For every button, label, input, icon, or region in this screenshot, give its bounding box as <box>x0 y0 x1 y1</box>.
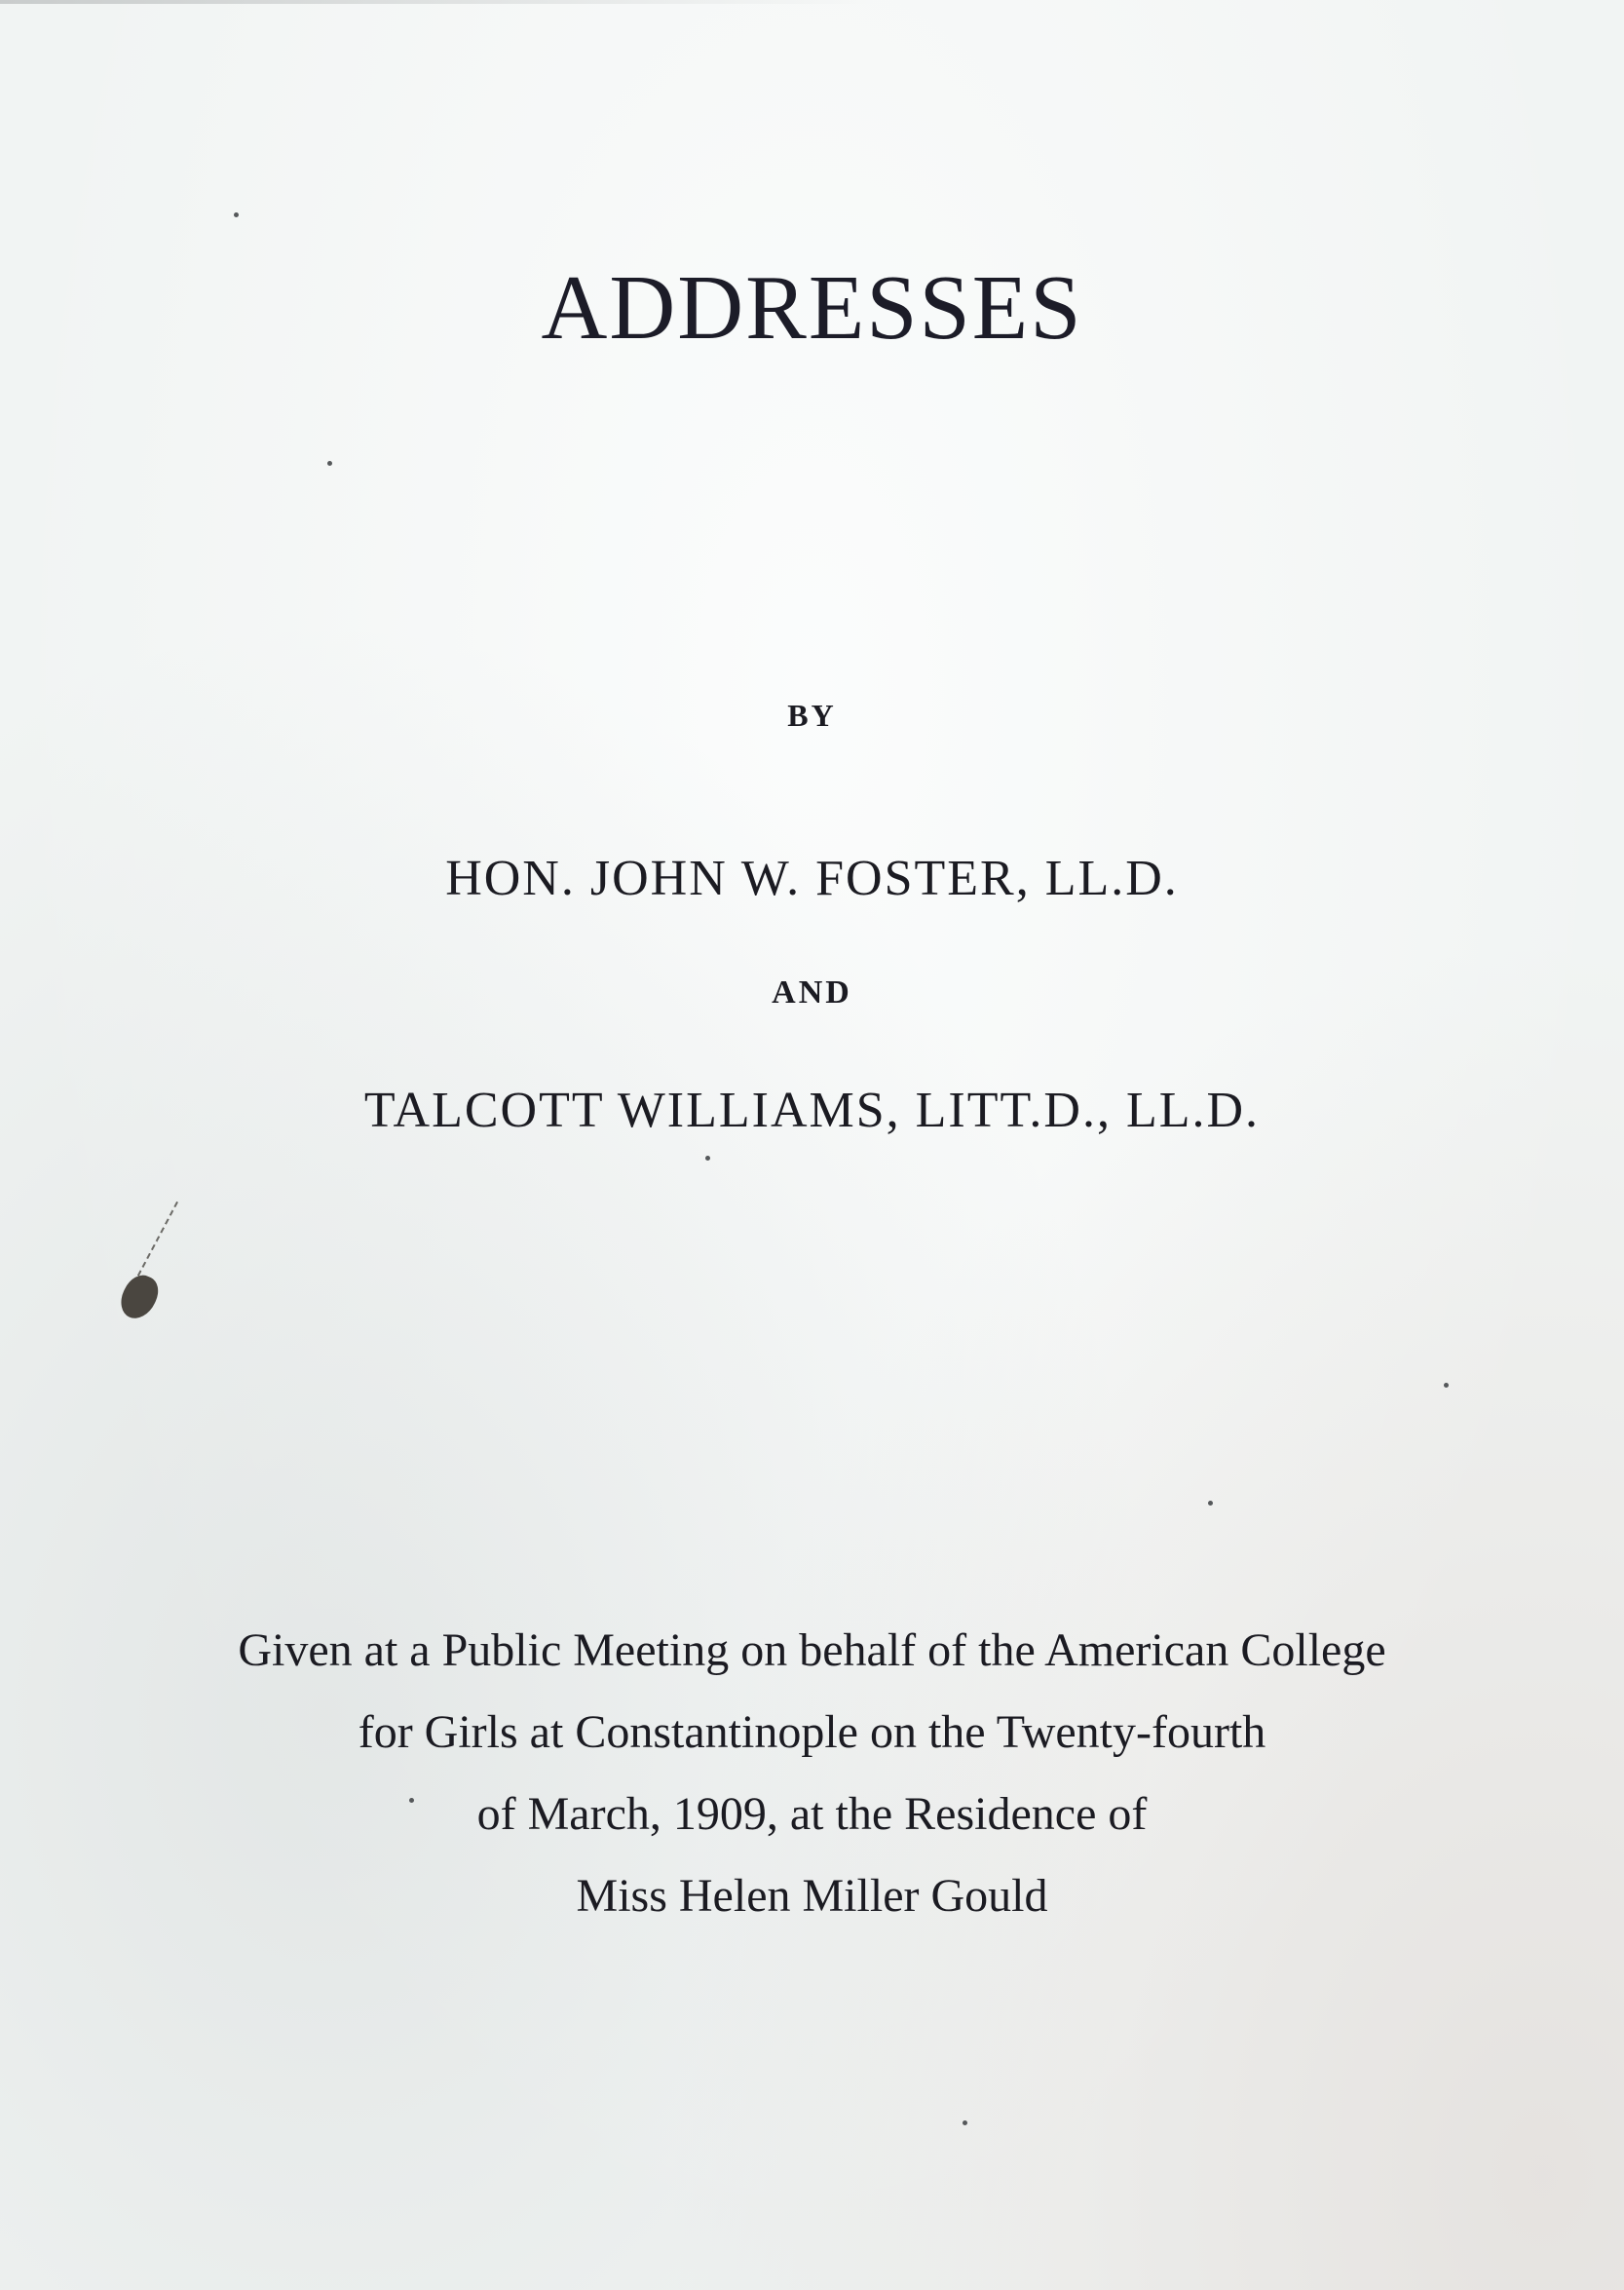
occasion-line: Miss Helen Miller Gould <box>576 1870 1048 1922</box>
author-one: HON. JOHN W. FOSTER, LL.D. <box>445 851 1179 906</box>
paper-speck <box>705 1156 710 1161</box>
ink-trail-mark <box>135 1202 178 1279</box>
by-label: BY <box>787 698 837 733</box>
and-label: AND <box>772 974 852 1011</box>
paper-speck <box>409 1798 414 1803</box>
page-top-edge <box>0 0 877 4</box>
document-title: ADDRESSES <box>541 257 1083 359</box>
author-two: TALCOTT WILLIAMS, LITT.D., LL.D. <box>363 1083 1261 1138</box>
occasion-statement <box>0 1610 1624 1937</box>
paper-speck <box>963 2120 967 2125</box>
paper-speck <box>234 212 239 217</box>
paper-speck <box>1208 1501 1213 1506</box>
paper-speck <box>1444 1383 1449 1388</box>
paper-speck <box>327 461 332 466</box>
occasion-line: for Girls at Constantinople on the Twenty-fourth <box>358 1706 1266 1758</box>
occasion-line: Given at a Public Meeting on behalf of the American College <box>238 1624 1386 1676</box>
ink-blot-mark <box>115 1270 164 1324</box>
occasion-line: of March, 1909, at the Residence of <box>476 1788 1148 1840</box>
